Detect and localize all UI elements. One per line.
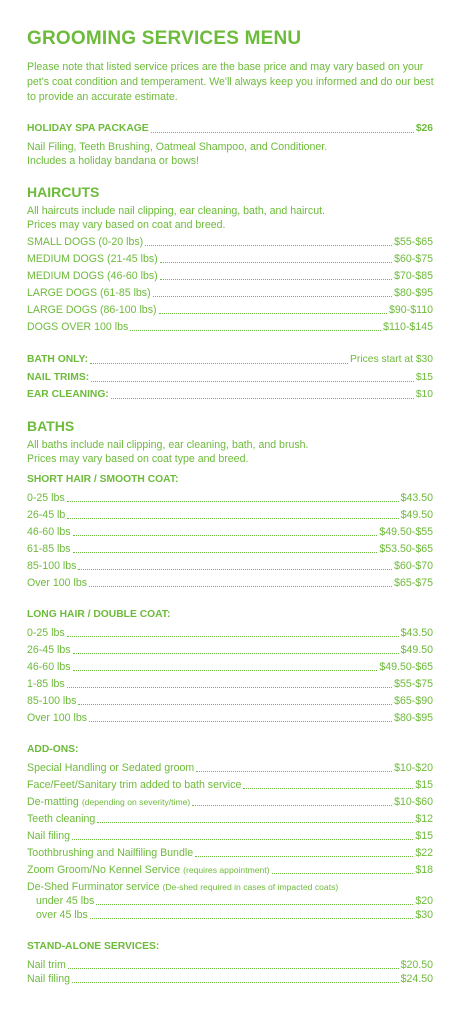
item-price: $65-$75 — [394, 577, 433, 589]
item-price: $80-$95 — [394, 712, 433, 724]
holiday-package-price: $26 — [415, 123, 433, 134]
item-label: BATH ONLY: — [27, 354, 89, 365]
page-title: GROOMING SERVICES MENU — [27, 28, 302, 49]
item-price: $49.50 — [400, 509, 433, 521]
holiday-package-label: HOLIDAY SPA PACKAGE — [27, 123, 149, 134]
item-label: Over 100 lbs — [27, 712, 88, 724]
item-label: Teeth cleaning — [27, 813, 96, 825]
item-label: MEDIUM DOGS (21-45 lbs) — [27, 253, 158, 265]
leader-dots — [68, 967, 399, 969]
item-label: Zoom Groom/No Kennel Service — [27, 864, 181, 876]
standalone-heading: STAND-ALONE SERVICES: — [27, 941, 160, 952]
baths-desc-line: Prices may vary based on coat type and breed. — [27, 453, 249, 465]
list-item — [27, 761, 433, 775]
list-item — [27, 542, 433, 556]
list-item — [27, 626, 433, 640]
item-price: $53.50-$65 — [379, 543, 433, 555]
item-label: 0-25 lbs — [27, 627, 65, 639]
haircuts-heading: HAIRCUTS — [27, 184, 100, 200]
item-label: MEDIUM DOGS (46-60 lbs) — [27, 270, 158, 282]
baths-desc — [27, 438, 437, 466]
baths-heading: BATHS — [27, 418, 75, 434]
list-item — [27, 863, 433, 877]
holiday-desc-line: Nail Filing, Teeth Brushing, Oatmeal Shampoo, and Conditioner. — [27, 141, 328, 153]
item-price: $55-$65 — [394, 236, 433, 248]
item-price: $43.50 — [400, 627, 433, 639]
leader-dots — [195, 855, 413, 857]
item-label: Toothbrushing and Nailfiling Bundle — [27, 847, 194, 859]
item-label: Face/Feet/Sanitary trim added to bath service — [27, 779, 242, 791]
leader-dots — [243, 787, 413, 789]
list-item — [27, 711, 433, 725]
leader-dots — [72, 981, 399, 983]
leader-dots — [89, 585, 392, 587]
list-item — [27, 508, 433, 522]
list-item — [27, 303, 433, 317]
item-label: Special Handling or Sedated groom — [27, 762, 195, 774]
holiday-package-row — [27, 122, 433, 136]
item-label: Over 100 lbs — [27, 577, 88, 589]
list-item — [27, 286, 433, 300]
item-price: $15 — [415, 830, 433, 842]
item-label: 26-45 lb — [27, 509, 66, 521]
list-item — [27, 829, 433, 843]
item-label: DOGS OVER 100 lbs — [27, 321, 129, 333]
item-label: over 45 lbs — [36, 909, 88, 921]
item-price: $110-$145 — [383, 321, 433, 333]
item-price: $30 — [415, 909, 433, 921]
intro-text: Please note that listed service prices are the base price and may vary based on your pet's coat condition and temperament. We'll always keep you informed and do our best to provide an accurate estimate. — [27, 61, 434, 103]
item-label: LARGE DOGS (86-100 lbs) — [27, 304, 157, 316]
item-price: $10-$20 — [394, 762, 433, 774]
item-label: Nail filing — [27, 830, 70, 842]
leader-dots — [159, 312, 387, 314]
list-item — [27, 388, 433, 402]
list-item — [27, 559, 433, 573]
item-price: $22 — [415, 847, 433, 859]
list-item — [27, 972, 433, 986]
item-note: (depending on severity/time) — [81, 797, 191, 807]
haircuts-desc — [27, 204, 437, 232]
list-item — [27, 576, 433, 590]
list-item — [27, 269, 433, 283]
leader-dots — [130, 329, 381, 331]
leader-dots — [67, 686, 392, 688]
leader-dots — [160, 261, 392, 263]
leader-dots — [96, 903, 413, 905]
item-label: 61-85 lbs — [27, 543, 71, 555]
leader-dots — [73, 669, 378, 671]
item-label: 26-45 lbs — [27, 644, 71, 656]
list-item — [27, 491, 433, 505]
list-item — [27, 795, 433, 809]
list-item — [27, 958, 433, 972]
item-price: $20 — [415, 895, 433, 907]
leader-dots — [151, 131, 414, 133]
list-item — [27, 660, 433, 674]
item-note: (De-shed required in cases of impacted coats) — [162, 882, 339, 892]
item-label: De-matting — [27, 796, 79, 808]
item-price: $12 — [415, 813, 433, 825]
leader-dots — [78, 568, 392, 570]
list-item — [27, 252, 433, 266]
list-item — [27, 694, 433, 708]
item-label: 0-25 lbs — [27, 492, 65, 504]
list-item — [27, 778, 433, 792]
item-price: Prices start at $30 — [350, 354, 433, 365]
item-label: LARGE DOGS (61-85 lbs) — [27, 287, 151, 299]
item-label: Nail trim — [27, 959, 66, 971]
item-label: NAIL TRIMS: — [27, 372, 90, 383]
item-price: $43.50 — [400, 492, 433, 504]
haircuts-desc-line: Prices may vary based on coat and breed. — [27, 219, 226, 231]
item-price: $15 — [415, 372, 433, 383]
leader-dots — [67, 635, 399, 637]
item-price: $49.50-$55 — [379, 526, 433, 538]
leader-dots — [72, 838, 413, 840]
list-item — [36, 908, 433, 922]
leader-dots — [90, 917, 413, 919]
item-price: $55-$75 — [394, 678, 433, 690]
long-hair-heading: LONG HAIR / DOUBLE COAT: — [27, 609, 171, 620]
leader-dots — [196, 770, 392, 772]
list-item — [27, 643, 433, 657]
leader-dots — [272, 872, 414, 874]
holiday-desc-line: Includes a holiday bandana or bows! — [27, 155, 199, 167]
item-price: $20.50 — [400, 959, 433, 971]
leader-dots — [111, 397, 414, 399]
list-item — [27, 812, 433, 826]
leader-dots — [67, 500, 399, 502]
item-price: $49.50-$65 — [379, 661, 433, 673]
item-price: $60-$70 — [394, 560, 433, 572]
haircuts-desc-line: All haircuts include nail clipping, ear cleaning, bath, and haircut. — [27, 205, 325, 217]
holiday-package-desc — [27, 140, 437, 168]
list-item — [36, 894, 433, 908]
item-price: $18 — [415, 864, 433, 876]
item-price: $80-$95 — [394, 287, 433, 299]
item-price: $10-$60 — [394, 796, 433, 808]
item-price: $70-$85 — [394, 270, 433, 282]
list-item — [27, 525, 433, 539]
item-price: $65-$90 — [394, 695, 433, 707]
item-label: Nail filing — [27, 973, 70, 985]
list-item — [27, 371, 433, 385]
item-price: $60-$75 — [394, 253, 433, 265]
item-label: 46-60 lbs — [27, 661, 71, 673]
leader-dots — [91, 380, 414, 382]
leader-dots — [78, 703, 392, 705]
leader-dots — [90, 362, 348, 364]
leader-dots — [73, 652, 399, 654]
leader-dots — [192, 804, 392, 806]
list-item — [27, 235, 433, 249]
leader-dots — [160, 278, 392, 280]
list-item — [27, 353, 433, 367]
item-label: 46-60 lbs — [27, 526, 71, 538]
addons-heading: ADD-ONS: — [27, 744, 79, 755]
leader-dots — [89, 720, 392, 722]
item-label: 85-100 lbs — [27, 695, 77, 707]
leader-dots — [73, 551, 378, 553]
item-price: $10 — [415, 389, 433, 400]
item-label: EAR CLEANING: — [27, 389, 109, 400]
leader-dots — [97, 821, 413, 823]
item-label: under 45 lbs — [36, 895, 95, 907]
leader-dots — [153, 295, 392, 297]
leader-dots — [145, 244, 392, 246]
item-label: 85-100 lbs — [27, 560, 77, 572]
item-label: SMALL DOGS (0-20 lbs) — [27, 236, 144, 248]
item-price: $15 — [415, 779, 433, 791]
leader-dots — [67, 517, 398, 519]
leader-dots — [73, 534, 378, 536]
item-price: $90-$110 — [389, 304, 433, 316]
item-note: (requires appointment) — [183, 865, 270, 875]
list-item — [27, 677, 433, 691]
list-item — [27, 320, 433, 334]
deshed-row — [27, 880, 433, 894]
item-label: 1-85 lbs — [27, 678, 65, 690]
list-item — [27, 846, 433, 860]
item-label: De-Shed Furminator service — [27, 881, 160, 893]
item-price: $24.50 — [400, 973, 433, 985]
item-price: $49.50 — [400, 644, 433, 656]
baths-desc-line: All baths include nail clipping, ear cleaning, bath, and brush. — [27, 439, 309, 451]
short-hair-heading: SHORT HAIR / SMOOTH COAT: — [27, 474, 179, 485]
